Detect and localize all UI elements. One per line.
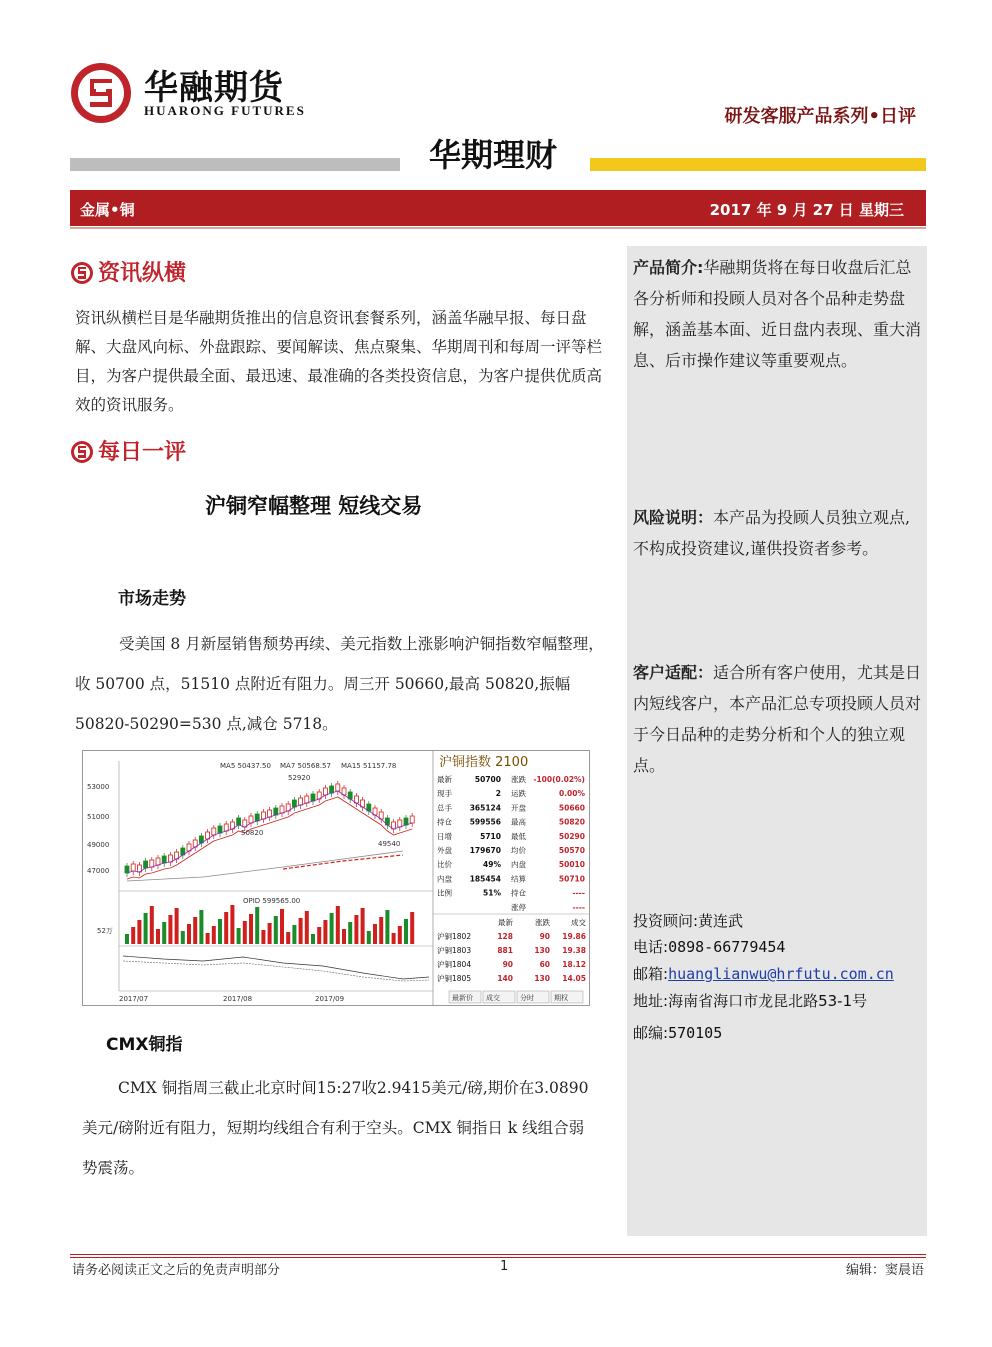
cmx-heading: CMX铜指 xyxy=(106,1035,183,1055)
footer-disclaimer: 请务必阅读正文之后的免责声明部分 xyxy=(72,1263,281,1278)
report-date: 2017 年 9 月 27 日 星期三 xyxy=(709,201,904,219)
volume-bar xyxy=(410,912,414,944)
mid-marker: 50820 xyxy=(241,829,264,837)
candle-body xyxy=(212,828,216,835)
high-marker: 52920 xyxy=(288,774,311,782)
contract-cell: 60 xyxy=(539,960,550,969)
volume-bar xyxy=(181,931,185,944)
quote-label: 最低 xyxy=(511,831,526,841)
quote-value: 50290 xyxy=(558,831,585,841)
volume-bar xyxy=(144,913,148,944)
risk-notice-label: 风险说明： xyxy=(633,508,714,527)
quote-table xyxy=(437,774,585,912)
contract-cell: 128 xyxy=(497,932,513,941)
contract-cell: 沪铜1805 xyxy=(437,974,472,983)
quote-label: 现手 xyxy=(437,789,452,799)
volume-bar xyxy=(193,917,197,944)
series-label: 研发客服产品系列•日评 xyxy=(724,106,916,127)
contract-table xyxy=(437,917,586,983)
candle-body xyxy=(261,812,265,819)
ma15-label: MA15 51157.78 xyxy=(341,762,397,770)
volume-bar xyxy=(137,920,141,944)
quote-label: 比例 xyxy=(437,888,452,898)
quote-value: 2 xyxy=(495,789,501,799)
volume-bar xyxy=(373,924,377,944)
volume-bar xyxy=(336,906,340,944)
candle-body xyxy=(311,794,315,801)
chart-tabs[interactable] xyxy=(449,991,583,1003)
header-yellow-bar xyxy=(590,158,926,171)
volume-bar xyxy=(199,910,203,944)
section-heading-daily xyxy=(70,435,186,466)
quote-value: 50820 xyxy=(558,817,585,827)
quote-label: 开盘 xyxy=(511,803,526,813)
volume-axis-label: 52万 xyxy=(97,927,113,935)
volume-bar xyxy=(243,921,247,944)
quote-label: 内盘 xyxy=(511,860,526,870)
candle-body xyxy=(224,824,228,831)
quote-label: 总手 xyxy=(437,803,452,813)
candle-body xyxy=(305,796,309,803)
advisor-name: 投资顾问:黄连武 xyxy=(633,912,744,930)
section-heading-text: 资讯纵横 xyxy=(98,261,187,286)
section-heading-news xyxy=(70,256,186,287)
volume-bar xyxy=(187,924,191,944)
email-label: 邮箱: xyxy=(633,965,669,983)
volume-bar xyxy=(175,908,179,944)
volume-bar xyxy=(280,909,284,944)
quote-label: 最新 xyxy=(437,775,452,784)
section-heading-text: 每日一评 xyxy=(98,440,187,465)
volume-bar xyxy=(212,926,216,944)
client-fit-label: 客户适配： xyxy=(633,663,714,682)
category-banner xyxy=(70,190,926,226)
volume-bar xyxy=(354,915,358,944)
quote-value: -100(0.02%) xyxy=(533,775,585,784)
volume-bar xyxy=(385,910,389,944)
risk-notice-text: 本产品为投顾人员独立观点,不构成投资建议,谨供投资者参考。 xyxy=(633,508,911,558)
market-paragraph: 受美国 8 月新屋销售颓势再续、美元指数上涨影响沪铜指数窄幅整理，收 50700 点，51510 点附近有阻力。周三开 50660,最高 50820,振幅 50820-50290=530 点,减仓 5718。 xyxy=(75,635,604,733)
market-heading: 市场走势 xyxy=(118,589,186,609)
contract-header: 最新 xyxy=(498,918,513,927)
header-grey-bar xyxy=(70,158,400,171)
quote-label: 持仓 xyxy=(437,817,452,827)
candle-body xyxy=(292,800,296,807)
candle-body xyxy=(125,866,129,873)
contract-cell: 90 xyxy=(539,932,550,941)
quote-label: 结算 xyxy=(511,874,526,884)
address-row xyxy=(633,990,867,1011)
ma7-label: MA7 50568.57 xyxy=(280,762,331,770)
volume-bar xyxy=(125,934,129,944)
page-title: 华期理财 xyxy=(428,136,557,174)
candle-body xyxy=(323,788,327,795)
volume-bar xyxy=(131,927,135,944)
footer-editor: 编辑：窦晨语 xyxy=(845,1263,924,1278)
quote-value: ---- xyxy=(572,902,585,912)
contract-cell: 90 xyxy=(502,960,513,969)
brand-name-cn: 华融期货 xyxy=(144,68,284,108)
volume-bar xyxy=(237,928,241,944)
volume-bar xyxy=(162,922,166,944)
candle-body xyxy=(144,861,148,868)
volume-bar xyxy=(261,930,265,944)
news-intro-paragraph: 资讯纵横栏目是华融期货推出的信息资讯套餐系列，涵盖华融早报、每日盘解、大盘风向标、外盘跟踪、要闻解读、焦点聚集、华期周刊和每周一评等栏目，为客户提供最全面、最迅速、最准确的各类投资信息，为客户提供优质高效的资讯服务。 xyxy=(75,309,603,414)
volume-bar xyxy=(268,923,272,944)
quote-value: 49% xyxy=(483,860,501,870)
volume-bar xyxy=(168,915,172,944)
ma5-label: MA5 50437.50 xyxy=(220,762,271,770)
y-tick-label: 53000 xyxy=(87,783,110,791)
x-tick-label: 2017/07 xyxy=(119,995,149,1003)
candle-body xyxy=(255,814,259,821)
volume-bar xyxy=(398,926,402,944)
chart-canvas xyxy=(83,751,590,1006)
volume-bar xyxy=(367,931,371,944)
volume-bar xyxy=(274,916,278,944)
quote-value: 50570 xyxy=(558,846,585,855)
chart-tab-label: 最新价 xyxy=(452,994,473,1002)
product-intro-label: 产品简介: xyxy=(633,258,704,277)
quote-label: 涨跌 xyxy=(511,775,526,784)
volume-bar xyxy=(255,907,259,944)
contract-header: 涨跌 xyxy=(535,918,550,927)
contract-cell: 18.12 xyxy=(562,960,586,969)
volume-bar xyxy=(392,933,396,944)
quote-value: 5710 xyxy=(480,831,501,841)
volume-indicator-label: OPID 599565.00 xyxy=(243,897,301,905)
volume-bar xyxy=(379,917,383,944)
address-text: 海南省海口市龙昆北路53-1号 xyxy=(668,992,868,1010)
y-tick-label: 47000 xyxy=(87,867,110,875)
volume-bar xyxy=(311,934,315,944)
phone-number: 0898-66779454 xyxy=(668,938,786,956)
quote-value: 185454 xyxy=(469,874,501,884)
quote-value: 0.00% xyxy=(558,789,585,799)
volume-bar xyxy=(361,908,365,944)
candle-body xyxy=(274,808,278,815)
banner-underline xyxy=(70,227,926,229)
candle-body xyxy=(131,864,135,871)
section-logo-icon xyxy=(70,440,94,464)
quote-label: 运跌 xyxy=(511,789,526,799)
contract-cell: 19.38 xyxy=(562,946,586,955)
email-row xyxy=(633,963,894,984)
client-fit-text: 适合所有客户使用，尤其是日内短线客户，本产品汇总专项投顾人员对于今日品种的走势分析和个人的独立观点。 xyxy=(633,663,922,775)
volume-bar xyxy=(292,925,296,944)
candle-body xyxy=(150,860,154,867)
x-tick-label: 2017/09 xyxy=(315,995,345,1003)
product-intro-text: 华融期货将在每日收盘后汇总各分析师和投顾人员对各个品种走势盘解，涵盖基本面、近日盘内表现、重大消息、后市操作建议等重要观点。 xyxy=(633,258,922,370)
quote-value: ---- xyxy=(572,888,585,898)
quote-value: 179670 xyxy=(469,846,501,855)
cmx-paragraph: CMX 铜指周三截止北京时间15:27收2.9415美元/磅,期价在3.0890美元/磅附近有阻力，短期均线组合有利于空头。CMX 铜指日 k 线组合弱势震荡。 xyxy=(82,1079,589,1177)
quote-value: 365124 xyxy=(469,803,501,813)
volume-bar xyxy=(330,913,334,944)
contract-cell: 沪铜1803 xyxy=(437,946,472,955)
volume-bar xyxy=(206,933,210,944)
contract-cell: 沪铜1804 xyxy=(437,960,472,969)
quote-label: 涨停 xyxy=(511,902,526,912)
footer-rule xyxy=(70,1257,926,1258)
volume-bar xyxy=(323,920,327,944)
candle-body xyxy=(280,806,284,813)
candle-body xyxy=(398,820,402,827)
candle-body xyxy=(162,856,166,863)
contract-cell: 130 xyxy=(534,974,550,983)
quote-label: 最高 xyxy=(511,817,526,827)
x-tick-label: 2017/08 xyxy=(223,995,253,1003)
zip-label: 邮编: xyxy=(633,1024,669,1042)
zip-row xyxy=(633,1022,722,1043)
volume-bar xyxy=(305,911,309,944)
volume-bar xyxy=(230,905,234,944)
zip-code: 570105 xyxy=(668,1024,723,1042)
huarong-logo-icon xyxy=(70,62,132,124)
y-tick-label: 49000 xyxy=(87,841,110,849)
volume-bar xyxy=(249,914,253,944)
quote-label: 日增 xyxy=(437,831,452,841)
volume-bar xyxy=(150,906,154,944)
candle-body xyxy=(268,810,272,817)
phone-label: 电话: xyxy=(633,938,669,956)
volume-bar xyxy=(224,912,228,944)
candle-body xyxy=(330,786,334,793)
brand-name-en: HUARONG FUTURES xyxy=(144,103,306,118)
address-label: 地址: xyxy=(633,992,669,1010)
chart-tab-label: 分时 xyxy=(520,994,534,1002)
footer-rule xyxy=(70,1254,926,1255)
volume-bar xyxy=(286,932,290,944)
section-logo-icon xyxy=(70,261,94,285)
contract-cell: 沪铜1802 xyxy=(437,932,472,941)
quote-label: 比价 xyxy=(437,860,452,870)
candle-body xyxy=(404,818,408,825)
candle-body xyxy=(156,858,160,865)
quote-value: 51% xyxy=(483,888,501,898)
volume-bar xyxy=(317,927,321,944)
y-tick-label: 51000 xyxy=(87,813,110,821)
product-intro xyxy=(633,252,923,376)
email-link[interactable]: huanglianwu@hrfutu.com.cn xyxy=(668,965,894,983)
quote-value: 50010 xyxy=(558,860,585,870)
risk-notice xyxy=(633,502,923,564)
volume-bar xyxy=(218,919,222,944)
volume-bar xyxy=(342,929,346,944)
volume-bar xyxy=(404,919,408,944)
page-number: 1 xyxy=(500,1259,509,1274)
quote-value: 50710 xyxy=(558,874,585,884)
candle-body xyxy=(237,818,241,825)
candle-body xyxy=(299,798,303,805)
quote-value: 50660 xyxy=(558,803,585,813)
quote-label: 均价 xyxy=(511,846,526,855)
quote-label: 外盘 xyxy=(437,846,452,855)
candle-body xyxy=(249,816,253,823)
quote-title: 沪铜指数 2100 xyxy=(439,755,529,770)
phone-row xyxy=(633,936,785,957)
article-title: 沪铜窄幅整理 短线交易 xyxy=(205,494,423,518)
low-marker: 49540 xyxy=(378,840,401,848)
copper-quote-chart xyxy=(82,750,590,1006)
quote-value: 599556 xyxy=(469,817,501,827)
candle-body xyxy=(218,826,222,833)
volume-bar xyxy=(348,922,352,944)
contract-cell: 130 xyxy=(534,946,550,955)
candle-body xyxy=(336,784,340,791)
contract-cell: 881 xyxy=(497,946,513,955)
volume-bar xyxy=(156,929,160,944)
contract-cell: 140 xyxy=(497,974,513,983)
client-fit xyxy=(633,657,923,781)
contract-cell: 14.05 xyxy=(562,974,586,983)
volume-bar xyxy=(299,918,303,944)
quote-label: 持仓 xyxy=(511,888,526,898)
category-label: 金属•铜 xyxy=(80,201,135,219)
quote-value: 50700 xyxy=(474,775,501,784)
chart-tab-label: 成交 xyxy=(486,994,500,1002)
chart-tab-label: 期权 xyxy=(554,994,568,1002)
contract-cell: 19.86 xyxy=(562,932,586,941)
candle-body xyxy=(410,816,414,823)
quote-label: 内盘 xyxy=(437,874,452,884)
contract-header: 成交 xyxy=(571,918,586,927)
